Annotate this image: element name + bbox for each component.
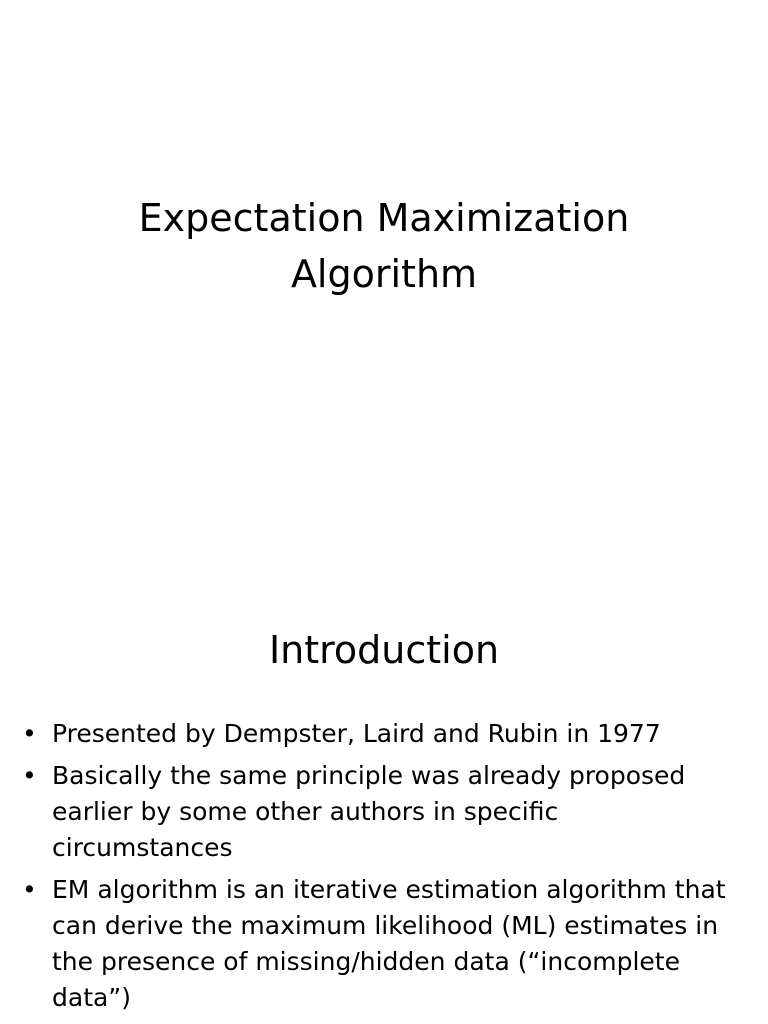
list-item bbox=[0, 716, 768, 752]
title-line-2: Algorithm bbox=[290, 252, 478, 296]
list-item bbox=[0, 872, 768, 1016]
bullet-icon: • bbox=[22, 761, 37, 790]
bullet-text: Basically the same principle was already proposed earlier by some other authors in specific circumstances bbox=[52, 761, 686, 862]
introduction-heading: Introduction bbox=[268, 628, 500, 672]
title-slide-heading bbox=[0, 190, 768, 302]
bullet-text: Presented by Dempster, Laird and Rubin in 1977 bbox=[52, 719, 661, 748]
list-item bbox=[0, 758, 768, 866]
bullet-icon: • bbox=[22, 719, 37, 748]
title-line-1: Expectation Maximization bbox=[138, 196, 630, 240]
bullet-icon: • bbox=[22, 875, 37, 904]
bullet-text: EM algorithm is an iterative estimation algorithm that can derive the maximum likelihood (ML) estimates in the presence of missing/hidden data (“incomplete data”) bbox=[52, 875, 726, 1012]
introduction-bullet-list bbox=[0, 716, 768, 1022]
